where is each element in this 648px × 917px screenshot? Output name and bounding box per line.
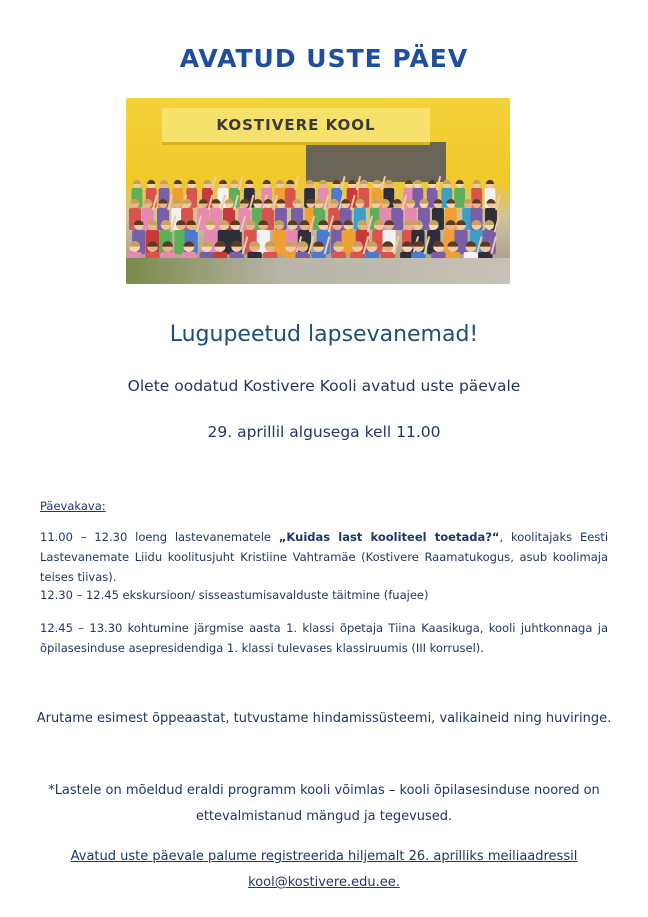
register-email: kool@kostivere.edu.ee. [248,875,400,890]
invite-line: Olete oodatud Kostivere Kooli avatud uste päevale [127,377,521,395]
school-sign-text: KOSTIVERE KOOL [216,116,376,134]
greeting-heading: Lugupeetud lapsevanemad! [169,322,479,347]
schedule-item-1 [40,527,608,587]
schedule-item-2: 12.30 – 12.45 ekskursioon/ sisseastumisavalduste täitmine (fuajee) [40,588,429,602]
kids-note-line-2: ettevalmistanud mängud ja tegevused. [195,809,453,824]
page-title: AVATUD USTE PÄEV [179,44,469,73]
schedule-item-3: 12.45 – 13.30 kohtumine järgmise aasta 1. klassi õpetaja Tiina Kaasikuga, kooli juhtkonnaga ja õpilasesinduse asepresidendiga 1. klassi tulevases klassiruumis (III korrusel). [40,621,608,655]
lecture-title: „Kuidas last kooliteel toetada?“ [278,530,500,544]
schedule-item-1-prefix: 11.00 – 12.30 loeng lastevanematele [40,530,279,544]
school-group-photo [126,98,510,284]
kids-note [30,778,618,830]
register-line-1: Avatud uste päevale palume registreerida hiljemalt 26. aprilliks meiliaadressil [70,849,578,864]
kids-note-line-1: *Lastele on mõeldud eraldi programm kooli võimlas – kooli õpilasesinduse noored on [48,783,600,798]
school-sign [162,108,430,145]
schedule-item-1-suffix: , koolitajaks Eesti Lastevanemate Liidu koolitusjuht Kristiine Vahtramäe (Kostivere Raamatukogus, asub koolimaja teises tiivas). [40,530,609,584]
date-line: 29. aprillil algusega kell 11.00 [207,423,441,441]
person-figure [454,180,465,208]
ground [126,258,510,284]
schedule-heading: Päevakava: [40,499,106,513]
register-note [30,844,618,896]
discuss-line: Arutame esimest õppeaastat, tutvustame hindamissüsteemi, valikaineid ning huviringe. [36,711,612,726]
